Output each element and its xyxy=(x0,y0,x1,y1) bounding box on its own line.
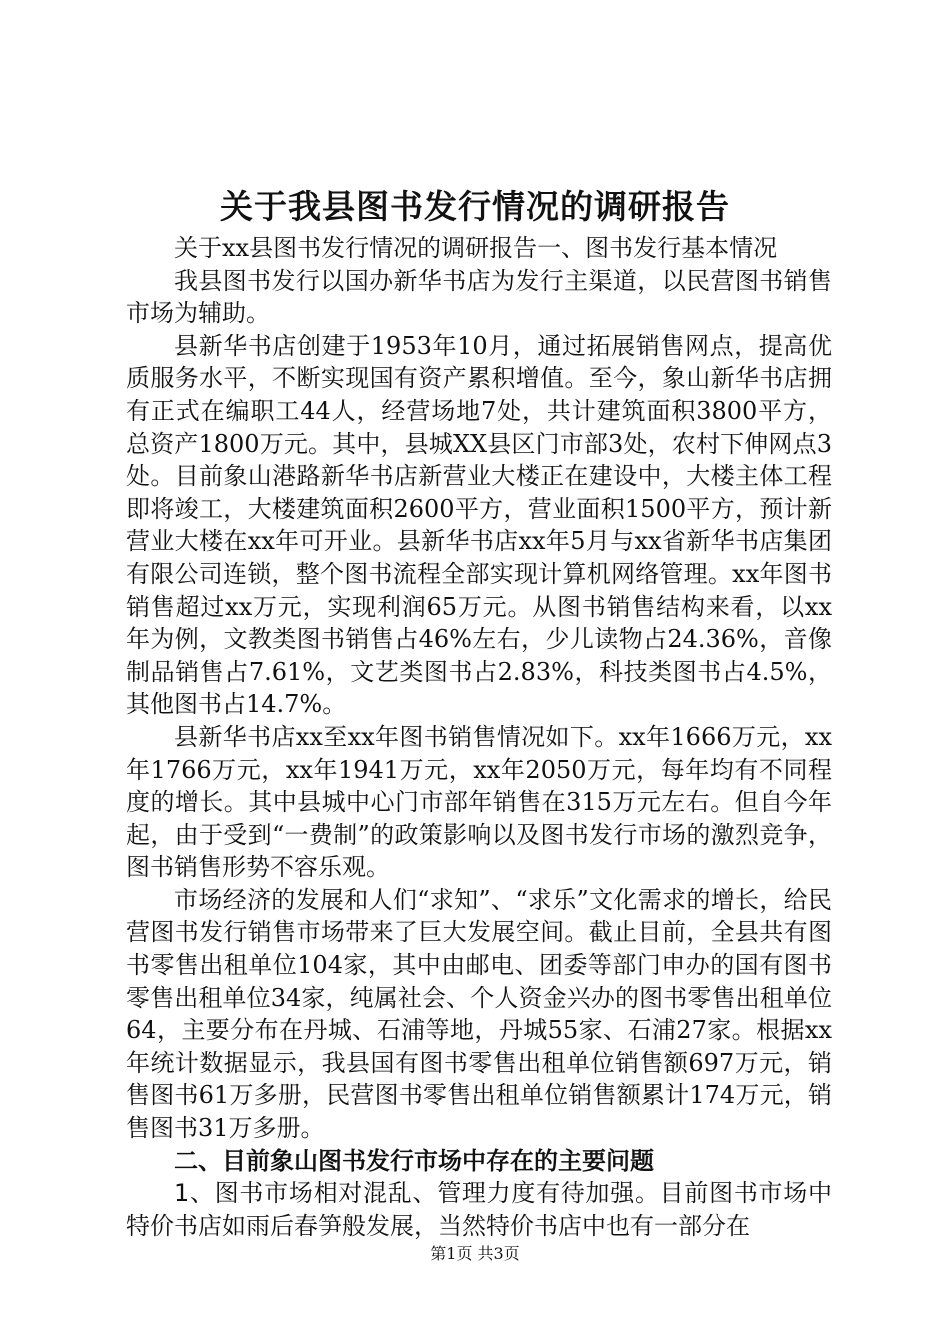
document-body xyxy=(126,232,832,1242)
document-title: 关于我县图书发行情况的调研报告 xyxy=(220,187,730,226)
paragraph-xinhua-bookstore: 县新华书店创建于1953年10月，通过拓展销售网点，提高优质服务水平，不断实现国有资产累积增值。至今，象山新华书店拥有正式在编职工44人，经营场地7处，共计建筑面积3800平方，总资产1800万元。其中，县城XX县区门市部3处，农村下伸网点3处。目前象山港路新华书店新营业大楼正在建设中，大楼主体工程即将竣工，大楼建筑面积2600平方，营业面积1500平方，预计新营业大楼在xx年可开业。县新华书店xx年5月与xx省新华书店集团有限公司连锁，整个图书流程全部实现计算机网络管理。xx年图书销售超过xx万元，实现利润65万元。从图书销售结构来看，以xx年为例，文教类图书销售占46%左右，少儿读物占24.36%，音像制品销售占7.61%，文艺类图书占2.83%，科技类图书占4.5%，其他图书占14.7%。 xyxy=(126,331,832,719)
paragraph-intro: 关于xx县图书发行情况的调研报告一、图书发行基本情况 xyxy=(174,234,778,262)
paragraph-sales-history: 县新华书店xx至xx年图书销售情况如下。xx年1666万元，xx年1766万元，xx年1941万元，xx年2050万元，每年均有不同程度的增长。其中县城中心门市部年销售在315万元左右。但自今年起，由于受到“一费制”的政策影响以及图书发行市场的激烈竞争，图书销售形势不容乐观。 xyxy=(126,722,832,882)
paragraph-private-market: 市场经济的发展和人们“求知”、“求乐”文化需求的增长，给民营图书发行销售市场带来了巨大发展空间。截止目前，全县共有图书零售出租单位104家，其中由邮电、团委等部门申办的国有图书零售出租单位34家，纯属社会、个人资金兴办的图书零售出租单位64，主要分布在丹城、石浦等地，丹城55家、石浦27家。根据xx年统计数据显示，我县国有图书零售出租单位销售额697万元，销售图书61万多册，民营图书零售出租单位销售额累计174万元，销售图书31万多册。 xyxy=(126,885,832,1143)
paragraph-problem-1-text: 目前图书市场中特价书店如雨后春笋般发展，当然特价书店中也有一部分在 xyxy=(126,1179,832,1240)
paragraph-problem-1-lead: 1、图书市场相对混乱、管理力度有待加强。 xyxy=(174,1179,660,1208)
section-heading: 二、目前象山图书发行市场中存在的主要问题 xyxy=(174,1146,654,1175)
paragraph-overview: 我县图书发行以国办新华书店为发行主渠道，以民营图书销售市场为辅助。 xyxy=(126,266,832,328)
page-footer: 第1页 共3页 xyxy=(430,1244,520,1263)
paragraph-problem-1 xyxy=(126,1177,832,1242)
